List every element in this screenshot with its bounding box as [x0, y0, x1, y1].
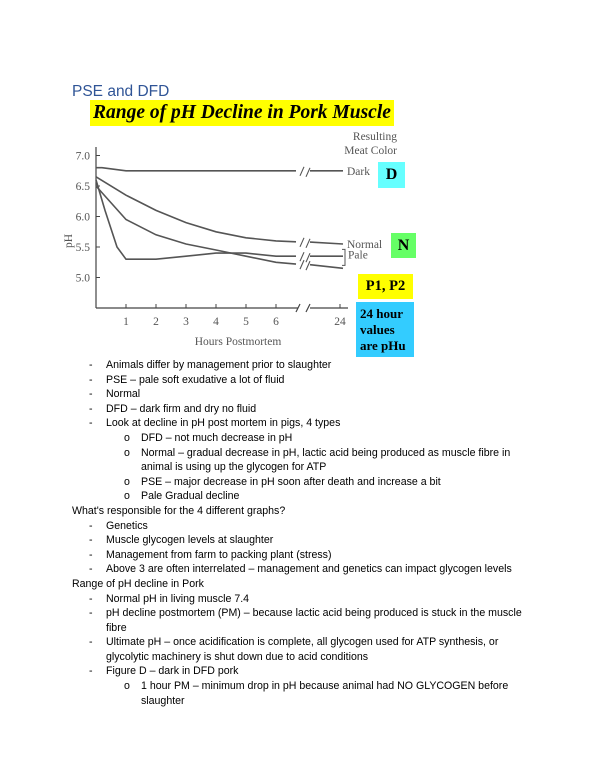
list-item-text: DFD – not much decrease in pH [141, 431, 293, 444]
list-item-text: Look at decline in pH post mortem in pigs, 4 types [106, 417, 341, 430]
x-tick-label: 4 [213, 316, 219, 328]
series-break-marks [300, 167, 310, 177]
list-item [0, 387, 602, 402]
list-item [0, 533, 602, 548]
list-item [0, 679, 602, 708]
series-break-marks [300, 252, 310, 262]
list-item-text: 1 hour PM – minimum drop in pH because animal had NO GLYCOGEN before slaughter [141, 680, 509, 707]
list-item-text: Above 3 are often interrelated – management and genetics can impact glycogen levels [106, 563, 512, 576]
series-label-pale: Pale [348, 249, 368, 262]
list-item [0, 664, 602, 679]
notes-list [0, 358, 602, 708]
list-item-text: Muscle glycogen levels at slaughter [106, 534, 274, 547]
dash-bullet: - [89, 592, 93, 605]
x-tick-label: 3 [183, 316, 189, 328]
circle-bullet: o [124, 431, 130, 444]
list-item-text: DFD – dark firm and dry no fluid [106, 402, 257, 415]
list-item-text: Management from farm to packing plant (stress) [106, 548, 332, 561]
list-item-text: Normal – gradual decrease in pH, lactic acid being produced as muscle fibre in animal is using up the glycogen for ATP [141, 446, 511, 474]
sticker-note [356, 302, 414, 357]
list-item [0, 475, 602, 490]
dash-bullet: - [89, 402, 93, 415]
y-tick-label: 6.5 [75, 181, 90, 193]
list-item [0, 592, 602, 607]
dash-bullet: - [89, 548, 93, 561]
dash-bullet: - [89, 417, 93, 430]
pale-bracket [342, 249, 345, 265]
x-tick-label: 6 [273, 316, 279, 328]
note-line-1: 24 hour [360, 305, 403, 321]
series-label-dark: Dark [347, 165, 370, 178]
series-line-dark [96, 168, 296, 171]
dash-bullet: - [89, 388, 93, 401]
list-item-text: Genetics [106, 519, 148, 532]
list-item-text: PSE – major decrease in pH soon after death and increase a bit [141, 475, 441, 488]
list-item-text: pH decline postmortem (PM) – because lactic acid being produced is stuck in the muscle fibre [106, 607, 522, 634]
list-item [0, 504, 602, 519]
list-item-text: Pale Gradual decline [141, 490, 240, 503]
y-tick-label: 5.5 [75, 242, 90, 254]
list-item [0, 635, 602, 664]
list-item [0, 606, 602, 635]
x-tick-label: 5 [243, 316, 249, 328]
dash-bullet: - [89, 373, 93, 386]
sticker-d-label: D [385, 166, 398, 183]
list-item [0, 446, 602, 475]
legend-header-line-1: Resulting [352, 131, 397, 143]
figure-title: Range of pH Decline in Pork Muscle [90, 100, 394, 126]
legend-header-line-2: Meat Color [344, 145, 397, 157]
list-item [0, 431, 602, 446]
series-line-normal-tail [310, 242, 343, 244]
x-axis-label: Hours Postmortem [194, 336, 282, 348]
list-item [0, 416, 602, 431]
dash-bullet: - [89, 534, 93, 547]
list-item [0, 562, 602, 577]
dash-bullet: - [89, 665, 93, 678]
circle-bullet: o [124, 475, 130, 488]
list-item-text: Animals differ by management prior to slaughter [106, 359, 332, 371]
sticker-n [391, 233, 416, 258]
circle-bullet: o [124, 680, 130, 693]
list-item-text: Normal pH in living muscle 7.4 [106, 592, 250, 605]
series-line-pale-2-tail [310, 265, 343, 269]
list-item [0, 577, 602, 592]
series-break-marks [300, 260, 310, 270]
y-tick-label: 7.0 [75, 150, 90, 163]
note-line-3: are pHu [360, 337, 406, 353]
y-tick-label: 5.0 [75, 272, 90, 285]
x-tick-label: 1 [123, 316, 129, 328]
sticker-p-label: P1, P2 [365, 278, 406, 294]
list-item-text: Range of pH decline in Pork [72, 577, 204, 590]
note-line-2: values [360, 321, 395, 337]
series-line-normal [96, 177, 296, 242]
y-axis-label: pH [63, 233, 75, 249]
list-item [0, 519, 602, 534]
list-item [0, 358, 602, 373]
list-item-text: Figure D – dark in DFD pork [106, 665, 239, 678]
y-tick-label: 6.0 [75, 211, 90, 224]
dash-bullet: - [89, 607, 93, 620]
series-break-marks [300, 238, 310, 248]
list-item-text: PSE – pale soft exudative a lot of fluid [106, 373, 285, 386]
list-item [0, 373, 602, 388]
sticker-n-label: N [397, 236, 410, 254]
x-tick-label: 24 [334, 316, 346, 328]
circle-bullet: o [124, 446, 130, 459]
section-heading: PSE and DFD [72, 83, 170, 100]
list-item [0, 489, 602, 504]
list-item-text: Ultimate pH – once acidification is complete, all glycogen used for ATP synthesis, or glycolytic machinery is shut down due to acid conditions [106, 636, 499, 663]
dash-bullet: - [89, 636, 93, 649]
circle-bullet: o [124, 490, 130, 503]
list-item-text: What's responsible for the 4 different graphs? [72, 504, 286, 517]
dash-bullet: - [89, 563, 93, 576]
sticker-p [358, 274, 413, 299]
x-axis-break [296, 304, 310, 312]
series-label-normal: Normal [347, 238, 383, 251]
dash-bullet: - [89, 359, 93, 371]
list-item [0, 402, 602, 417]
x-tick-label: 2 [153, 316, 159, 328]
dash-bullet: - [89, 519, 93, 532]
list-item-text: Normal [106, 388, 141, 401]
list-item [0, 548, 602, 563]
sticker-d [378, 162, 405, 188]
